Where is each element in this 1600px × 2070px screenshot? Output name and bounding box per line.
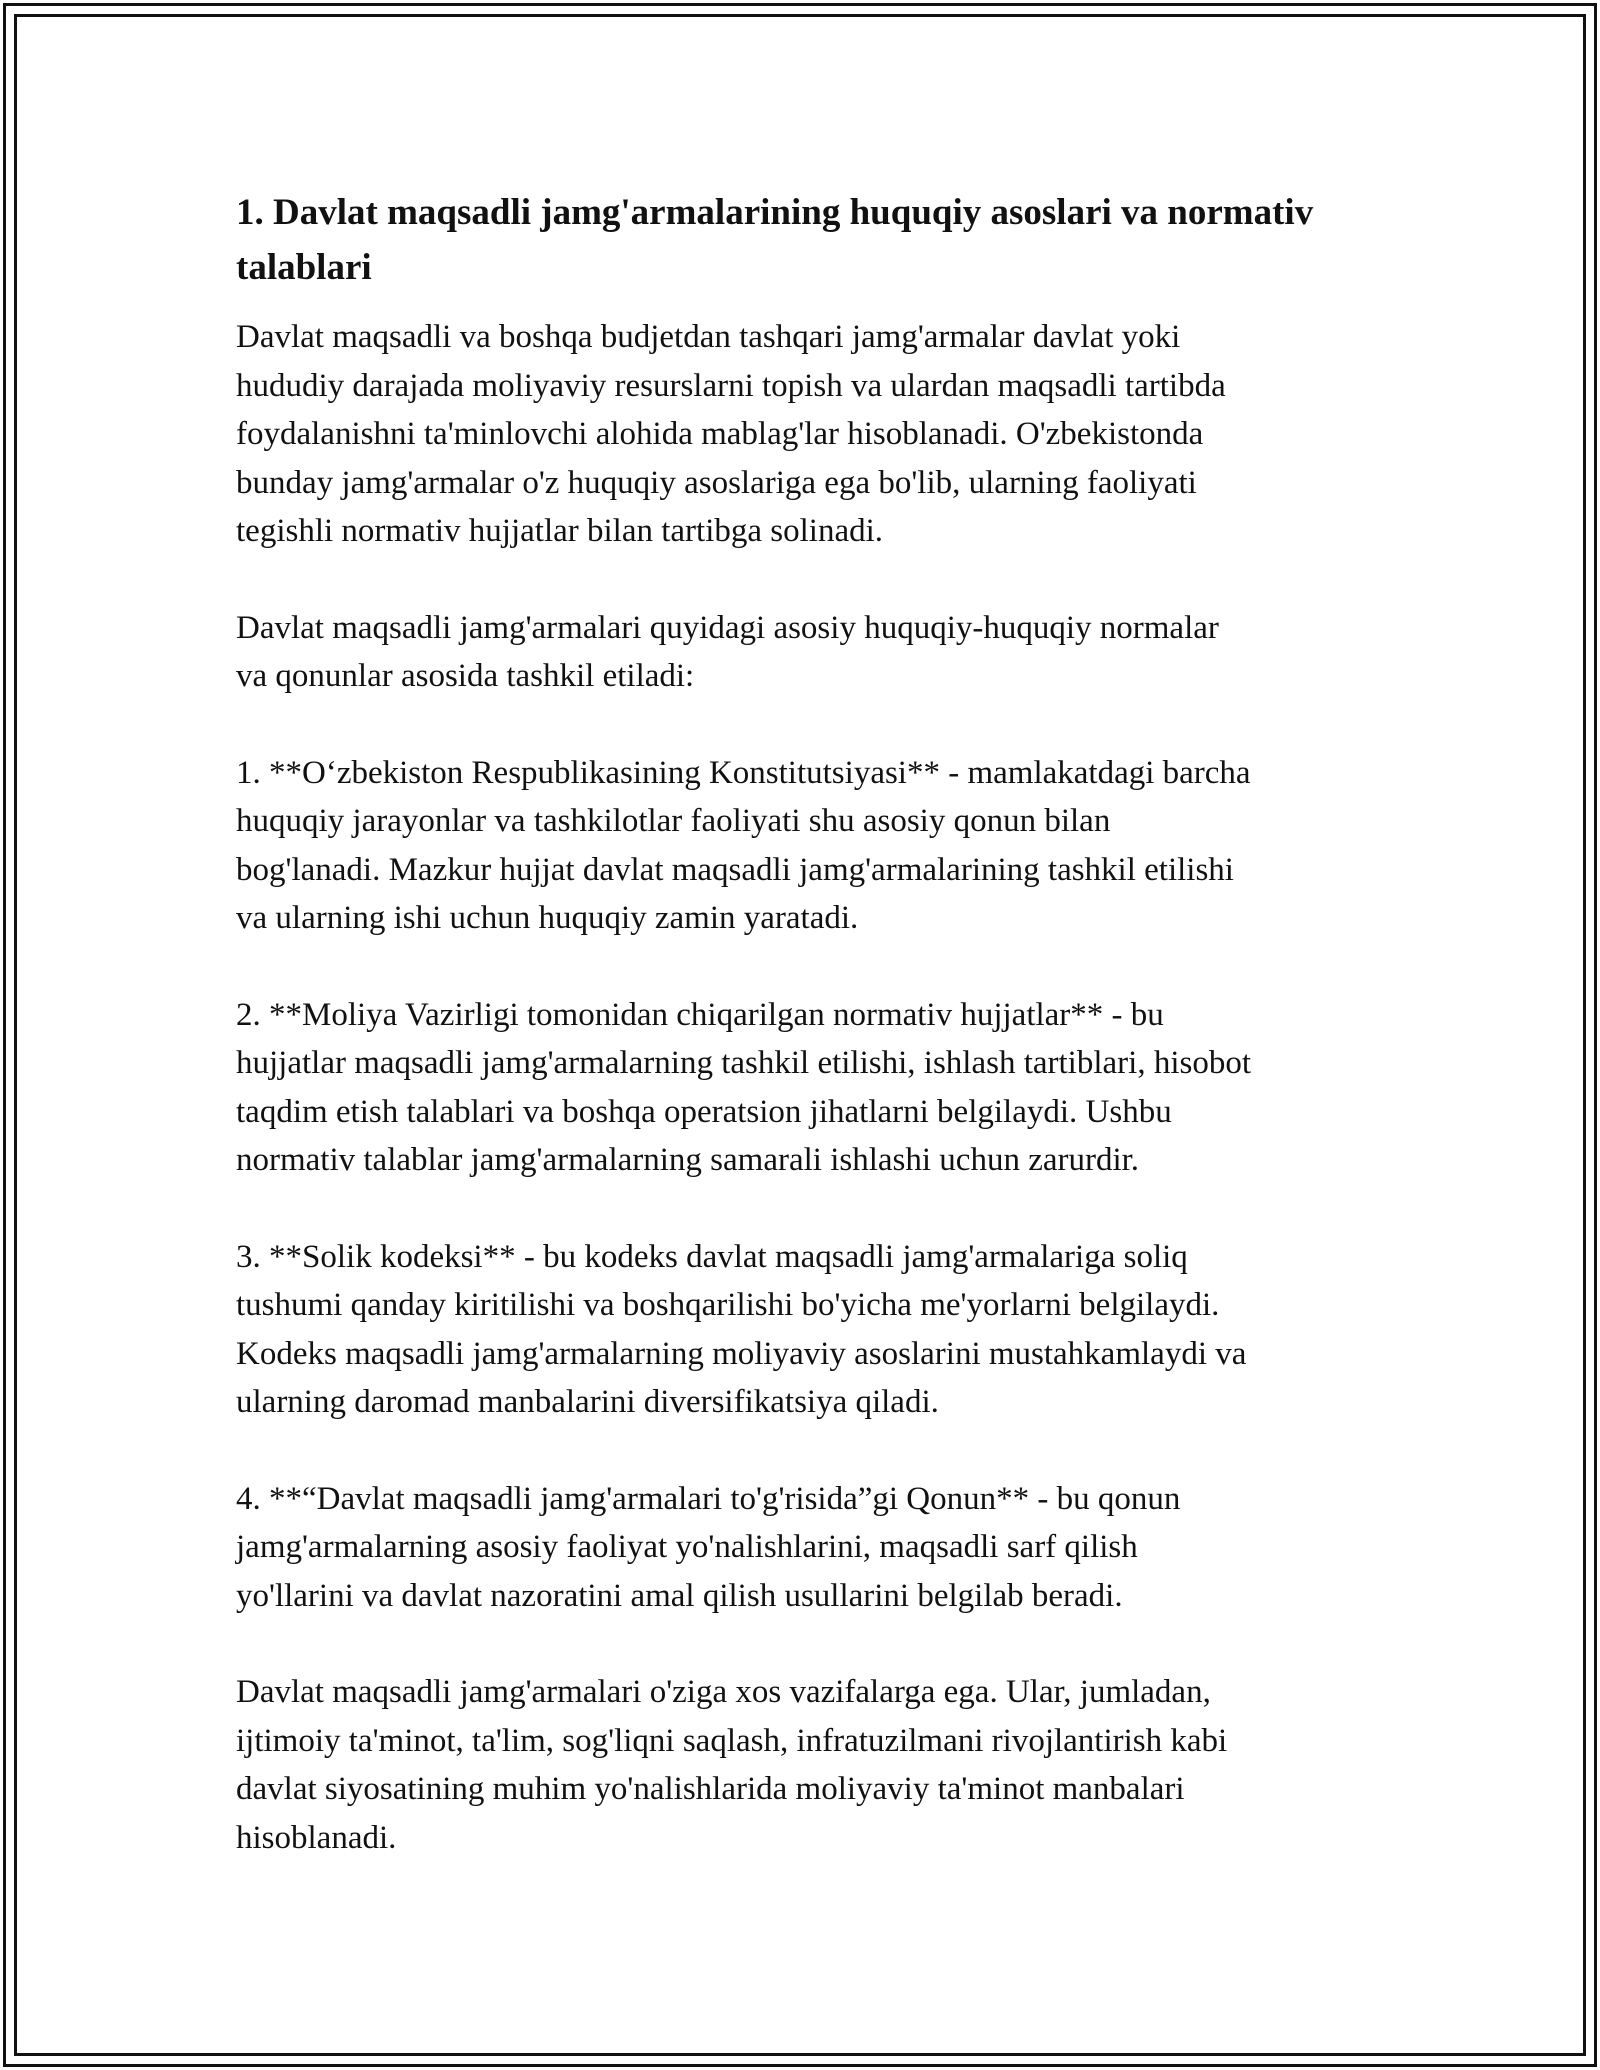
section-heading: 1. Davlat maqsadli jamg'armalarining huquqiy asoslari va normativ talablari xyxy=(236,192,1314,288)
document-body xyxy=(236,185,1386,1862)
list-item-constitution: 1. **O‘zbekiston Respublikasining Konstitutsiyasi** - mamlakatdagi barcha huquqiy jarayonlar va tashkilotlar faoliyati shu asosiy qonun bilan bog'lanadi. Mazkur hujjat davlat maqsadli jamg'armalarining tashkil etilishi va ularning ishi uchun huquqiy zamin yaratadi. xyxy=(236,754,1251,936)
list-item-tax-code: 3. **Solik kodeksi** - bu kodeks davlat maqsadli jamg'armalariga soliq tushumi qanday kiritilishi va boshqarilishi bo'yicha me'yorlarni belgilaydi. Kodeks maqsadli jamg'armalarning moliyaviy asoslarini mustahkamlaydi va ularning daromad manbalarini diversifikatsiya qiladi. xyxy=(236,1238,1247,1420)
paragraph-intro: Davlat maqsadli va boshqa budjetdan tashqari jamg'armalar davlat yoki hududiy darajada moliyaviy resurslarni topish va ulardan maqsadli tartibda foydalanishni ta'minlovchi alohida mablag'lar hisoblanadi. O'zbekistonda bunday jamg'armalar o'z huquqiy asoslariga ega bo'lib, ularning faoliyati tegishli normativ hujjatlar bilan tartibga solinadi. xyxy=(236,319,1226,549)
list-item-ministry-documents: 2. **Moliya Vazirligi tomonidan chiqarilgan normativ hujjatlar** - bu hujjatlar maqsadli jamg'armalarning tashkil etilishi, ishlash tartiblari, hisobot taqdim etish talablari va boshqa operatsion jihatlarni belgilaydi. Ushbu normativ talablar jamg'armalarning samarali ishlashi uchun zarurdir. xyxy=(236,996,1251,1178)
paragraph-functions: Davlat maqsadli jamg'armalari o'ziga xos vazifalarga ega. Ular, jumladan, ijtimoiy ta'minot, ta'lim, sog'liqni saqlash, infratuzilmani rivojlantirish kabi davlat siyosatining muhim yo'nalishlarida moliyaviy ta'minot manbalari hisoblanadi. xyxy=(236,1674,1228,1856)
paragraph-legal-basis: Davlat maqsadli jamg'armalari quyidagi asosiy huquqiy-huquqiy normalar va qonunlar asosida tashkil etiladi: xyxy=(236,609,1219,694)
list-item-law: 4. **“Davlat maqsadli jamg'armalari to'g'risida”gi Qonun** - bu qonun jamg'armalarning asosiy faoliyat yo'nalishlarini, maqsadli sarf qilish yo'llarini va davlat nazoratini amal qilish usullarini belgilab beradi. xyxy=(236,1480,1181,1614)
